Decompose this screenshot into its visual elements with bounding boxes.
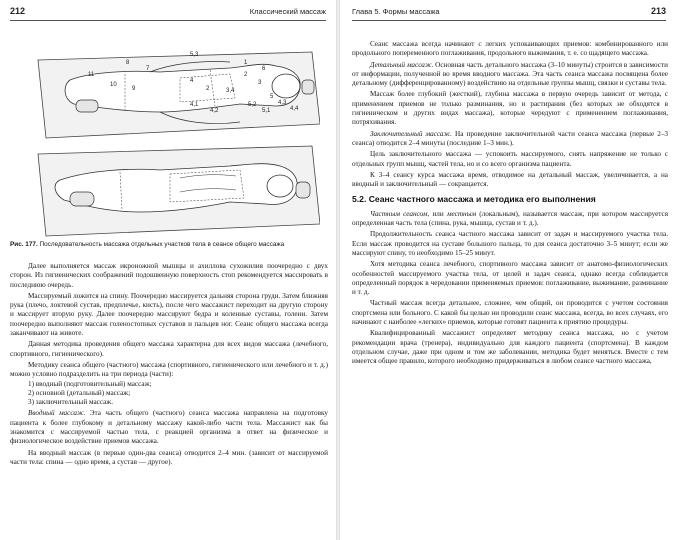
left-paragraph: Далее выполняется массаж икроножной мышцы и ахиллова сухожилия поочередно с двух сторон. Из гигиенических соображений подошвенную поверхность стоп рекомендуется массировать в последнюю очередь. — [10, 262, 328, 289]
list-item: 1) вводный (подготовительный) массаж; — [28, 379, 152, 388]
private-term: Частным сеансом, — [370, 209, 430, 218]
fig-label-10: 10 — [110, 82, 117, 88]
left-paragraph: Методику сеанса общего (частного) массажа (спортивного, гигиенического или лечебного и т. д.) можно условно подразделить на три периода (части): — [10, 360, 328, 379]
right-paragraph: Хотя методика сеанса лечебного, спортивного массажа зависит от анатомо-физиологических особенностей массируемого участка тела, от целей и задач сеанса, однако всегда соблюдается определенный порядок в чередовании применяемых приемов: поглаживание, выжимание, разминание и т. д. — [352, 260, 668, 297]
figure-bottom-panel — [38, 146, 320, 236]
fig-label-9: 9 — [132, 86, 136, 92]
right-page-number: 213 — [650, 6, 666, 16]
right-paragraph: Продолжительность сеанса частного массажа зависит от задач и массируемого участка тела. Если массаж проводится на суставе большого пальца, то для сеанса достаточно 3–5 минут; если же массируют спину, то необходимо 15–25 минут. — [352, 230, 668, 257]
right-page — [340, 0, 678, 540]
figure-caption — [10, 241, 330, 249]
left-header-rule — [10, 20, 326, 21]
left-paragraph: На вводный массаж (в первые один-два сеанса) отводится 2–4 мин. (зависит от массируемой части тела: спина — одно время, а сустав — другое). — [10, 448, 328, 466]
final-text: На проведение заключительной части сеанса массажа (первые 2–3 сеанса) отводится 2–4 минуты (последние 1–3 мин.). — [352, 129, 668, 147]
left-body-text — [10, 262, 328, 467]
section-heading: 5.2. Сеанс частного массажа и методика его выполнения — [352, 194, 596, 205]
left-running-title: Классический массаж — [249, 7, 326, 16]
fig-label-4-4: 4,4 — [290, 106, 299, 112]
fig-label-1: 1 — [244, 60, 248, 66]
fig-label-5-1: 5,1 — [262, 108, 271, 114]
massage-sequence-figure — [30, 42, 320, 237]
caption-text: Последовательность массажа отдельных участков тела в сеансе общего массажа — [39, 241, 285, 248]
list-item: 3) заключительный массаж. — [28, 398, 114, 407]
right-body-text — [352, 40, 668, 367]
left-paragraph: Данная методика проведения общего массажа характерна для всех видов массажа (лечебного, спортивного, гигиенического). — [10, 340, 328, 358]
detail-term: Детальный массаж. — [370, 60, 434, 69]
fig-label-5-3: 5,3 — [190, 52, 199, 58]
fig-label-7: 7 — [146, 66, 150, 72]
caption-label: Рис. 177. — [10, 241, 38, 248]
fig-label-4: 4 — [190, 78, 194, 84]
list-item: 2) основной (детальный) массаж; — [28, 388, 131, 397]
fig-label-8: 8 — [126, 60, 130, 66]
fig-label-5-2: 5,2 — [248, 102, 257, 108]
final-massage-paragraph — [352, 130, 668, 149]
final-term: Заключительный массаж. — [370, 129, 452, 138]
left-page-number: 212 — [10, 6, 26, 16]
right-paragraph: Сеанс массажа всегда начинают с легких успокаивающих приемов: комбинированного или продольного попеременного поглаживания, продольного выжимания, т. е. со щадящего массажа. — [352, 40, 668, 58]
intro-term: Вводный массаж. — [28, 409, 86, 418]
left-paragraph: Массируемый ложится на спину. Поочередно массируется дальняя сторона груди. Затем ближняя рука (плечо, локтевой сустав, предплечье, кисть), после чего массажист переходит на другую сторону и массирует вторую руку. Далее поочередно массируют бедра и коленные суставы, голени. Затем поочередно выполняют массаж голеностопных суставов и пальцев ног. Сеанс общего массажа всегда заканчивают на животе. — [10, 291, 328, 338]
fig-label-3: 3 — [258, 80, 262, 86]
fig-label-2b: 2 — [206, 86, 210, 92]
intro-massage-paragraph — [10, 409, 328, 446]
fig-label-4-1: 4,1 — [190, 102, 199, 108]
detail-text: Основная часть детального массажа (3–10 минуты) строится в зависимости от информации, полученной во время вводного массажа. Эта часть сеанса массажа посвящена более детальному (дифференцированному) воздействию на отдельные группы мышц, связки и суставы тела. — [352, 60, 668, 88]
intro-text: Эта часть общего (частного) сеанса массажа направлена на подготовку пациента к более глубокому и детальному массажу какой-либо части тела. Массажист как бы знакомится с массируемой частью тела, с реакцией организма в ответ на физическое и физиологическое воздействие приемов массажа. — [10, 409, 328, 446]
fig-label-4-2: 4,2 — [210, 108, 219, 114]
right-paragraph: К 3–4 сеансу курса массажа время, отводимое на детальный массаж, увеличивается, а на вводный и заключительный — сокращается. — [352, 170, 668, 189]
right-paragraph: Квалифицированный массажист определяет методику сеанса массажа, но с учетом рекомендации врача (тренера), индивидуально для каждого пациента (спортсмена). В каждом отдельном случае, даже при одном и том же заболевании, методика будет меняться. Вместе с тем имеется общее правило, которого необходимо придерживаться в любом сеансе частного массажа, — [352, 329, 668, 366]
right-running-title: Глава 5. Формы массажа — [352, 7, 440, 16]
fig-label-3-4: 3,4 — [226, 88, 235, 94]
detail-massage-paragraph — [352, 61, 668, 89]
figure-top-panel — [38, 52, 320, 138]
right-paragraph: Частный массаж всегда детальнее, сложнее, чем общий, он проводится с учетом состояния спортсмена или больного. С какой бы целью ни проводили сеанс массажа, всегда, во всех случаях, его начинают с наиболее «легких» приемов, которые готовят пациента к приятию процедуры. — [352, 299, 668, 327]
private-text: (локальным), называется массаж, при котором массируется определенная часть тела (спина, рука, мышца, сустав и т. д.). — [352, 209, 669, 228]
left-page — [0, 0, 336, 540]
right-paragraph: Массаж более глубокий (жесткий), глубина массажа в первую очередь зависит от метода, с применением приемов не только разминания, но и растирания (без которых не обходятся в гигиеническом и других видах массажа), которые чередуют с применением поглаживания, потряхивания. — [352, 90, 668, 127]
local-term: местным — [446, 209, 477, 218]
fig-label-6: 6 — [262, 66, 266, 72]
private-session-paragraph — [352, 210, 668, 229]
private-mid: или — [429, 209, 447, 218]
fig-label-2: 2 — [244, 72, 248, 78]
right-paragraph: Цель заключительного массажа — успокоить массируемого, снять напряжение не только с отдельных групп мышц, частей тела, но и со всего организма пациента. — [352, 150, 668, 168]
fig-label-4-3: 4,3 — [278, 100, 287, 106]
fig-label-11: 11 — [88, 72, 95, 78]
right-header-rule — [352, 20, 666, 21]
fig-label-5: 5 — [270, 94, 274, 100]
